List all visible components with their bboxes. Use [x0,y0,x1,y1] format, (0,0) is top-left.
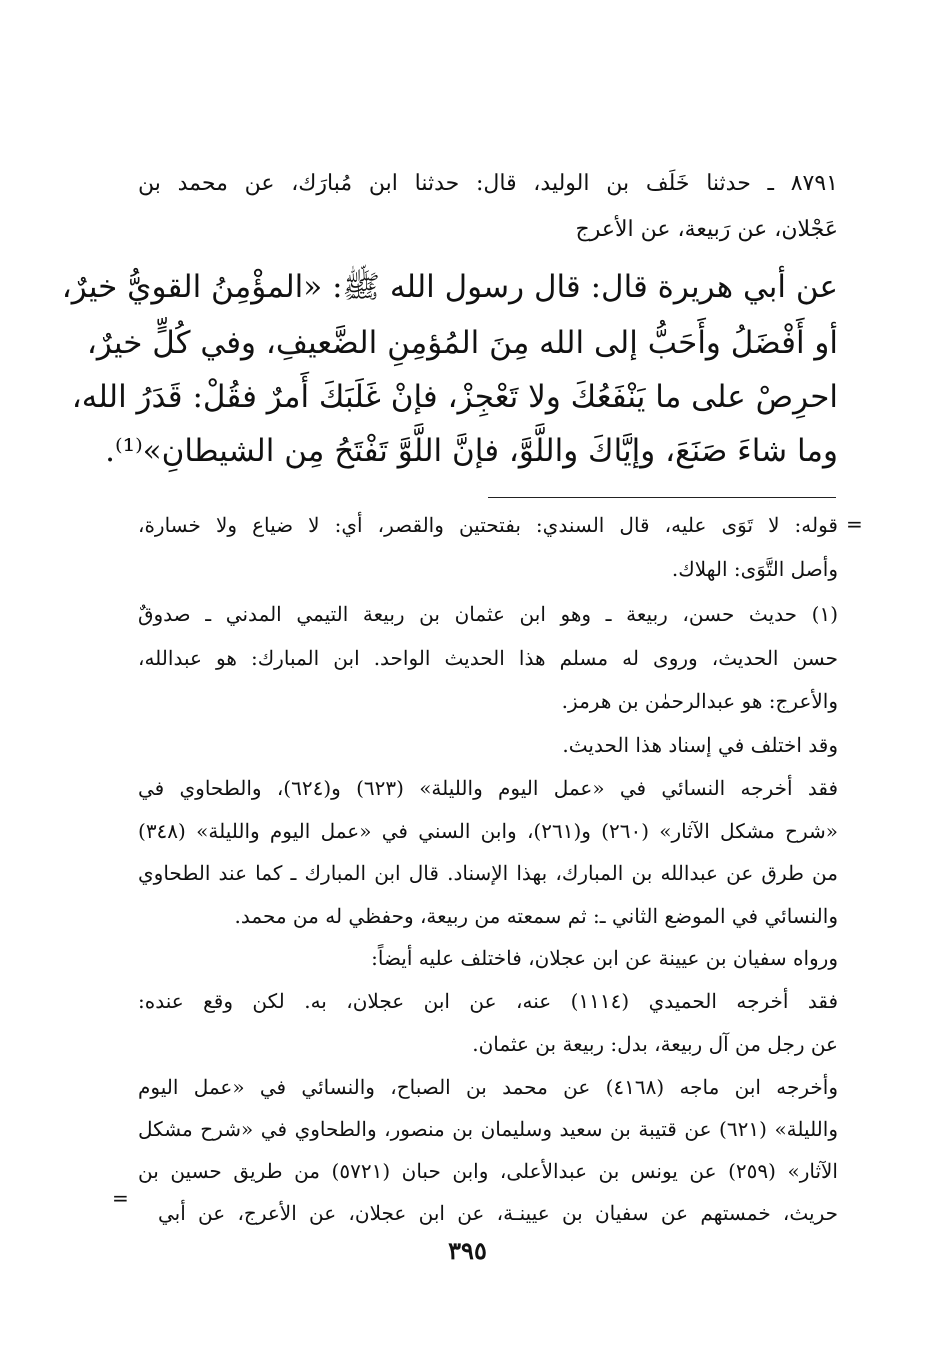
footnote-line: قوله: لا تَوَى عليه، قال السندي: بفتحتين والقصر، أي: لا ضياع ولا خسارة، [138,513,838,537]
footnote-line: فقد أخرجه النسائي في «عمل اليوم والليلة» (٦٢٣) و(٦٢٤)، والطحاوي في [138,776,839,800]
footnote-line: «شرح مشكل الآثار» (٢٦٠) و(٢٦١)، وابن السني في «عمل اليوم والليلة» (٣٤٨) [138,819,838,843]
footnote-line: والأعرج: هو عبدالرحمٰن بن هرمز. [561,689,838,713]
page-number: ٣٩٥ [448,1236,487,1265]
hadith-matn-line-2: أو أَفْضَلُ وأَحَبُّ إلى الله مِنَ المُؤمِنِ الضَّعيفِ، وفي كُلٍّ خيرٌ، [86,325,838,361]
footnote-line: عن رجل من آل ربيعة، بدل: ربيعة بن عثمان. [472,1032,838,1056]
hadith-matn-line-3: احرِصْ على ما يَنْفَعُكَ ولا تَعْجِزْ، فإنْ غَلَبَكَ أَمرٌ فقُلْ: قَدَرُ الله، [71,379,838,415]
hadith-matn-line-1: عن أبي هريرة قال: قال رسول الله ﷺ: «المؤْمِنُ القويُّ خيرٌ، [61,269,838,305]
footnote-line: وقد اختلف في إسناد هذا الحديث. [562,733,838,757]
footnote-line: من طرق عن عبدالله بن المبارك، بهذا الإسناد. قال ابن المبارك ـ كما عند الطحاوي [138,861,838,885]
footnote-line: حسن الحديث، وروى له مسلم هذا الحديث الواحد. ابن المبارك: هو عبدالله، [138,646,839,670]
footnote-line: وأصل التَّوَى: الهلاك. [671,557,838,581]
hadith-isnad-line-2: عَجْلان، عن رَبيعة، عن الأعرج [575,217,838,242]
footnote-separator [488,497,836,498]
footnote-line: الآثار» (٢٥٩) عن يونس بن عبدالأعلى، وابن حبان (٥٧٢١) من طريق حسين بن [138,1159,838,1183]
footnote-line: والنسائي في الموضع الثاني ـ: ثم سمعته من ربيعة، وحفظي له من محمد. [234,904,838,928]
footnote-line: وأخرجه ابن ماجه (٤١٦٨) عن محمد بن الصباح، والنسائي في «عمل اليوم [138,1075,838,1099]
footnote-line: والليلة» (٦٢١) عن قتيبة بن سعيد وسليمان بن منصور، والطحاوي في «شرح مشكل [138,1117,838,1141]
footnote-line: حريث، خمستهم عن سفيان بن عيينـة، عن ابن عجلان، عن الأعرج، عن أبي [158,1201,838,1225]
hadith-isnad-line-1: ٨٧٩١ ـ حدثنا خَلَف بن الوليد، قال: حدثنا ابن مُبارَك، عن محمد بن [138,171,838,196]
continuation-marker-top: = [846,512,863,536]
footnote-line: ورواه سفيان بن عيينة عن ابن عجلان، فاختلف عليه أيضاً: [371,946,838,970]
footnote-line: (١) حديث حسن، ربيعة ـ وهو ابن عثمان بن ربيعة التيمي المدني ـ صدوقٌ [138,602,838,626]
hadith-matn-line-4: وما شاءَ صَنَعَ، وإيَّاكَ واللَّوَّ، فإنَّ اللَّوَّ تَفْتَحُ مِن الشيطانِ»⁽¹⁾. [105,433,838,469]
continuation-marker-bottom: = [112,1186,129,1210]
footnote-line: فقد أخرجه الحميدي (١١١٤) عنه، عن ابن عجلان، به. لكن وقع عنده: [138,989,839,1013]
